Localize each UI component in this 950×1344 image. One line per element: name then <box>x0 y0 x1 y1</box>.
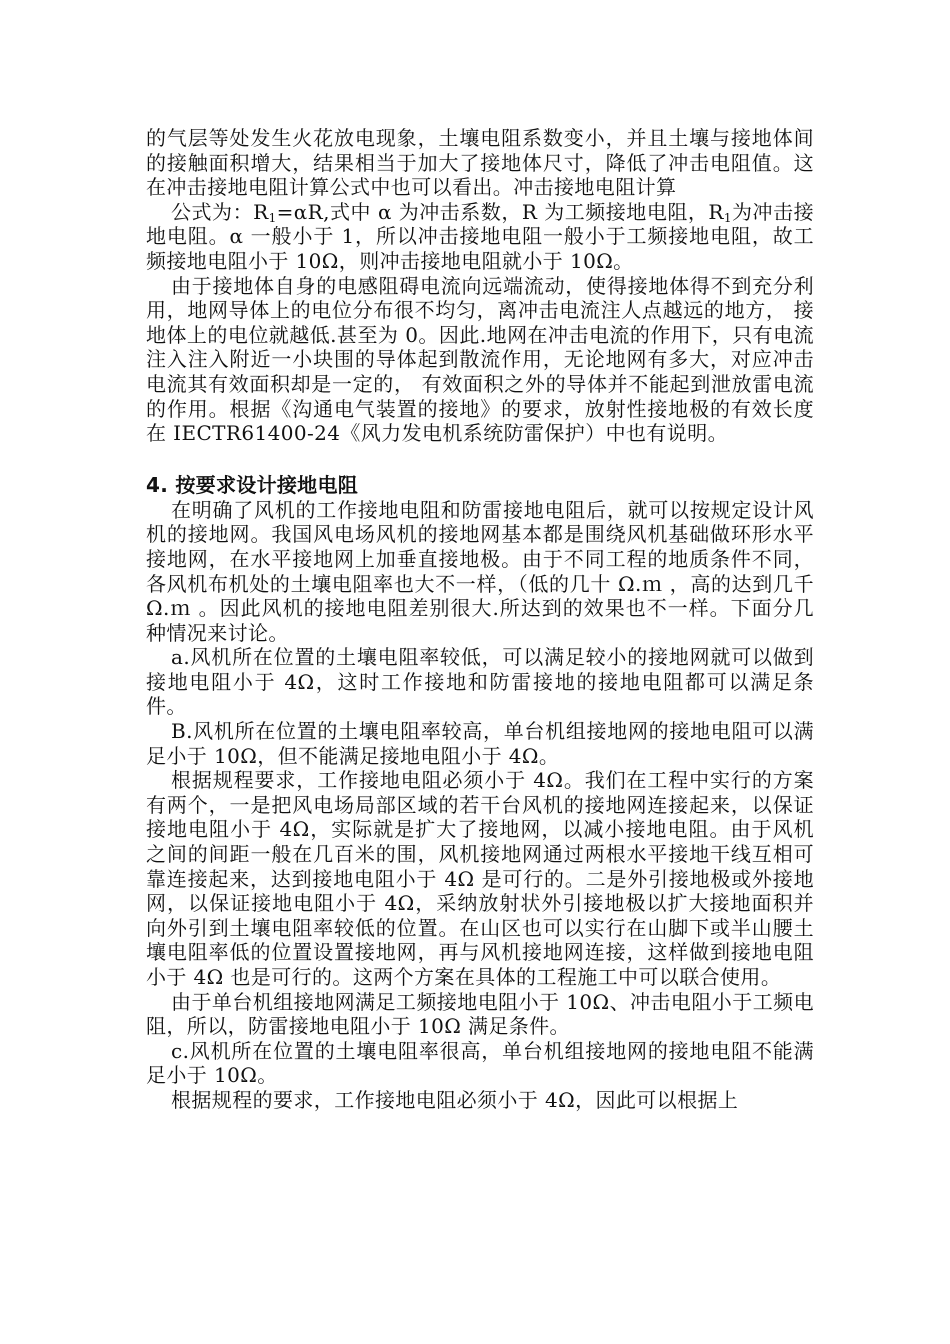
paragraph-final: 根据规程的要求，工作接地电阻必须小于 4Ω，因此可以根据上 <box>171 1087 739 1112</box>
formula-subscript-2: 1 <box>723 210 732 225</box>
formula-text-b: =αR,式中 α 为冲击系数，R 为工频接地电阻，R <box>276 199 724 224</box>
paragraph-regulations: 根据规程要求，工作接地电阻必须小于 4Ω。我们在工程中实行的方案有两个，一是把风电场局部区域的若干台风机的接地网连接起来，以保证接地电阻小于 4Ω，实际就是扩大了接地网，以减小接地电阻。由于风机之间的间距一般在几百米的围，风机接地网通过两根水平接地干线互相可靠连接起来，达到接地电阻小于 4Ω 是可行的。二是外引接地极或外接地网，以保证接地电阻小于 4Ω，采纳放射状外引接地极以扩大接地面积并向外引到土壤电阻率较低的位置。在山区也可以实行在山脚下或半山腰土壤电阻率低的位置设置接地网，再与风机接地网连接，这样做到接地电阻小于 4Ω 也是可行的。这两个方案在具体的工程施工中可以联合使用。 <box>146 768 814 989</box>
formula-text-c: 为冲击接地电阻。α 一般小于 1，所以冲击接地电阻一般小于工频接地电阻，故工频接地电阻小于 10Ω，则冲击接地电阻就小于 10Ω。 <box>146 199 814 273</box>
paragraph-case-c: c.风机所在位置的土壤电阻率很高，单台机组接地网的接地电阻不能满足小于 10Ω。 <box>146 1038 814 1088</box>
paragraph-case-a: a.风机所在位置的土壤电阻率较低，可以满足较小的接地网就可以做到接地电阻小于 4Ω，这时工作接地和防雷接地的接地电阻都可以满足条件。 <box>146 645 814 719</box>
document-page <box>146 126 814 1113</box>
paragraph-impulse-discharge: 的气层等处发生火花放电现象，土壤电阻系数变小，并且土壤与接地体间的接触面积增大，结果相当于加大了接地体尺寸，降低了冲击电阻值。这在冲击接地电阻计算公式中也可以看出。冲击接地电阻计算 <box>146 126 814 200</box>
paragraph-grid-design: 在明确了风机的工作接地电阻和防雷接地电阻后，就可以按规定设计风机的接地网。我国风电场风机的接地网基本都是围绕风机基础做环形水平接地网，在水平接地网上加垂直接地极。由于不同工程的地质条件不同，各风机布机处的土壤电阻率也大不一样，（低的几十 Ω.ｍ ，高的达到几千 Ω.ｍ 。因此风机的接地电阻差别很大.所达到的效果也不一样。下面分几种情况来讨论。 <box>146 497 814 645</box>
paragraph-formula <box>146 200 814 274</box>
formula-text-a: 公式为：R <box>171 199 269 224</box>
paragraph-case-b: B.风机所在位置的土壤电阻率较高，单台机组接地网的接地电阻可以满足小于 10Ω，但不能满足接地电阻小于 4Ω。 <box>146 719 814 768</box>
paragraph-single-unit: 由于单台机组接地网满足工频接地电阻小于 10Ω、冲击电阻小于工频电阻，所以，防雷接地电阻小于 10Ω 满足条件。 <box>146 989 814 1039</box>
section-heading: 4. 按要求设计接地电阻 <box>146 472 359 497</box>
paragraph-inductance: 由于接地体自身的电感阻碍电流向远端流动，使得接地体得不到充分利用，地网导体上的电位分布很不均匀，离冲击电流注人点越远的地方， 接地体上的电位就越低.甚至为 0。因此.地网在冲击电流的作用下，只有电流注入注入附近一小块围的导体起到散流作用，无论地网有多大，对应冲击电流其有效面积却是一定的， 有效面积之外的导体并不能起到泄放雷电流的作用。根据《沟通电气装置的接地》的要求，放射性接地极的有效长度在 IECTR61400-24《风力发电机系统防雷保护）中也有说明。 <box>146 273 814 446</box>
formula-subscript-1: 1 <box>268 210 277 225</box>
